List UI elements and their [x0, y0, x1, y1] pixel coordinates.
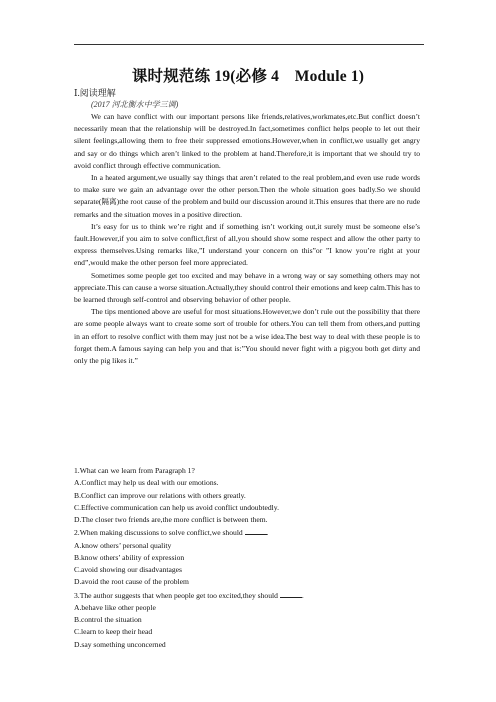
option-d[interactable]: D.say something unconcerned — [74, 639, 166, 649]
reading-passage — [74, 111, 420, 367]
passage-paragraph-3: It’s easy for us to think we’re right and if something isn’t working out,it surely must be someone else’s fault.However,if you aim to solve conflict,first of all,you should show some respect and allow the other party to express themselves.Using remarks like,”I understand your concern on this”or ”I know you’re right at your end”,would make the other person feel more appreciated. — [74, 221, 420, 268]
option-c[interactable]: C.avoid showing our disadvantages — [74, 565, 182, 574]
question-stem: 3.The author suggests that when people get too excited,they should . — [74, 590, 304, 600]
question-3 — [74, 589, 420, 651]
passage-paragraph-1: We can have conflict with our important persons like friends,relatives,workmates,etc.But conflict doesn’t necessarily mean that the relationship will be destroyed.In fact,sometimes conflict helps people to let out their silent feelings,allowing them to free their suppressed emotions.However,when in conflict,we usually get angry and say or do things which aren’t linked to the problem at hand.Therefore,it is important that we should try to avoid conflict through effective communication. — [74, 112, 420, 170]
question-2 — [74, 526, 420, 588]
question-stem: 2.When making discussions to solve conflict,we should . — [74, 528, 269, 538]
passage-paragraph-4: Sometimes some people get too excited and may behave in a wrong way or say something others may not appreciate.This can cause a worse situation.Actually,they should control their emotions and keep calm.This has to be learned through self-control and observing behavior of other people. — [74, 270, 420, 305]
question-stem: 1.What can we learn from Paragraph 1? — [74, 466, 195, 475]
question-list — [74, 465, 420, 651]
answer-blank[interactable] — [280, 589, 302, 598]
option-a[interactable]: A.Conflict may help us deal with our emotions. — [74, 478, 219, 488]
option-a[interactable]: A.behave like other people — [74, 602, 156, 612]
option-b[interactable]: B.know others’ ability of expression — [74, 552, 185, 562]
passage-paragraph-5: The tips mentioned above are useful for most situations.However,we don’t rule out the possibility that there are some people always want to create some sort of trouble for others.You can tell them from others,and putting in an effort to resolve conflict with them may just not be a wise idea.The best way to deal with these people is to forget them.A famous saying can help you and that is:”You should never fight with a pig;you both get dirty and only the pig likes it.” — [74, 307, 420, 366]
header-rule — [74, 44, 424, 45]
question-1 — [74, 465, 420, 526]
page-title: 课时规范练 19(必修 4 Module 1) — [131, 68, 365, 85]
answer-blank[interactable] — [245, 526, 267, 535]
option-d[interactable]: D.The closer two friends are,the more conflict is between them. — [74, 515, 268, 524]
option-d[interactable]: D.avoid the root cause of the problem — [74, 577, 189, 587]
source-note: (2017 河北衡水中学三调) — [91, 100, 179, 109]
option-b[interactable]: B.control the situation — [74, 615, 142, 624]
passage-paragraph-2: In a heated argument,we usually say things that aren’t related to the real problem,and even use rude words to make sure we gain an advantage over the other person.Then the whole situation goes badly.So we should separate(隔离)the root cause of the problem and build our discussion around it.This ensures that there are no rude remarks and the situation moves in a positive direction. — [74, 173, 420, 219]
section-heading: Ⅰ.阅读理解 — [74, 88, 116, 98]
option-c[interactable]: C.Effective communication can help us avoid conflict undoubtedly. — [74, 502, 279, 512]
option-a[interactable]: A.know others’ personal quality — [74, 540, 172, 550]
option-c[interactable]: C.learn to keep their head — [74, 627, 153, 637]
option-b[interactable]: B.Conflict can improve our relations with others greatly. — [74, 490, 246, 500]
